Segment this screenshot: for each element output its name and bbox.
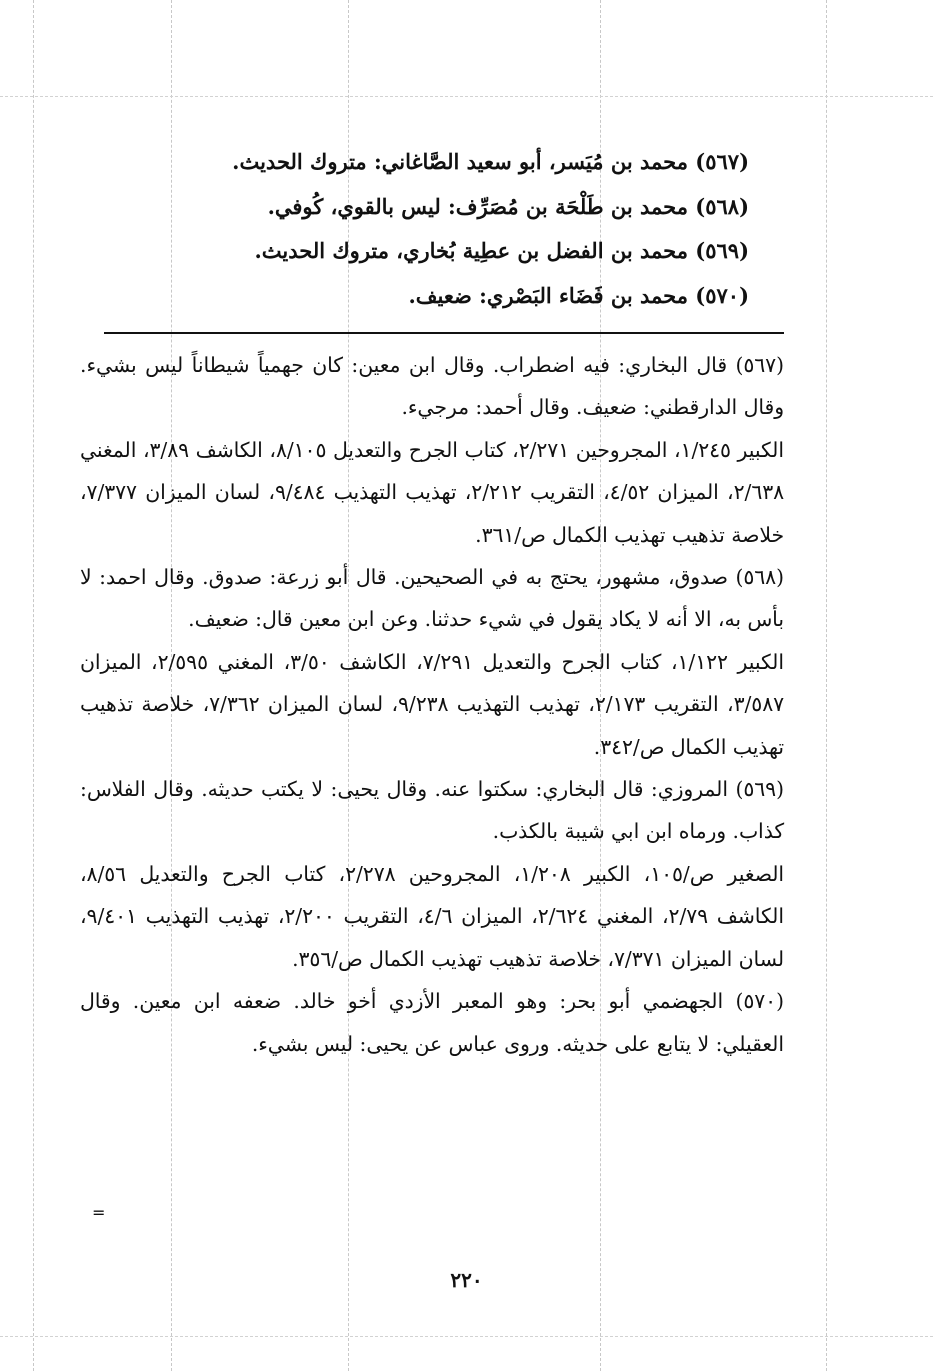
entry-570: (٥٧٠) محمد بن فَضَاء البَصْري: ضعيف. [408,282,749,308]
grid-line [0,96,933,97]
continuation-mark: = [92,1203,106,1222]
grid-line [33,0,34,1371]
narrator-entries [80,140,784,318]
book-page [80,140,784,1065]
footnote-569-sources: الصغير ص/١٠٥، الكبير ١/٢٠٨، المجروحين ٢/٢٧٨، كتاب الجرح والتعديل ٨/٥٦، الكاشف ٢/٧٩، المغني ٢/٦٢٤، الميزان ٤/٦، التقريب ٢/٢٠٠، تهذيب التهذيب ٩/٤٠١، لسان الميزان ٧/٣٧١، خلاصة تذهيب تهذيب الكمال ص/٣٥٦. [80,861,785,971]
page-number: ٢٢٠ [450,1268,483,1292]
grid-line [826,0,827,1371]
footnote-568: (٥٦٨) صدوق، مشهور، يحتج به في الصحيحين. قال أبو زرعة: صدوق. وقال احمد: لا بأس به، الا أنه لا يكاد يقول في شيء حدثنا. وعن ابن معين قال: ضعيف. [80,565,784,632]
footnote-separator [104,332,784,334]
footnote-569: (٥٦٩) المروزي: قال البخاري: سكتوا عنه. وقال يحيى: لا يكتب حديثه. وقال الفلاس: كذاب. ورماه ابن ابي شيبة بالكذب. [80,777,784,844]
entry-569: (٥٦٩) محمد بن الفضل بن عطِية بُخاري، متروك الحديث. [254,238,749,263]
footnote-567-sources: الكبير ١/٢٤٥، المجروحين ٢/٢٧١، كتاب الجرح والتعديل ٨/١٠٥، الكاشف ٣/٨٩، المغني ٢/٦٣٨، الميزان ٤/٥٢، التقريب ٢/٢١٢، تهذيب التهذيب ٩/٤٨٤، لسان الميزان ٧/٣٧٧، خلاصة تذهيب تهذيب الكمال ص/٣٦١. [80,437,784,547]
entry-568: (٥٦٨) محمد بن طَلْحَة بن مُصَرِّف: ليس بالقوي، كُوفي. [267,193,749,219]
entry-567: (٥٦٧) محمد بن مُيَسر، أبو سعيد الصَّاغاني: متروك الحديث. [232,149,749,174]
footnote-568-sources: الكبير ١/١٢٢، كتاب الجرح والتعديل ٧/٢٩١، الكاشف ٣/٥٠، المغني ٢/٥٩٥، الميزان ٣/٥٨٧، التقريب ٢/١٧٣، تهذيب التهذيب ٩/٢٣٨، لسان الميزان ٧/٣٦٢، خلاصة تذهيب تهذيب الكمال ص/٣٤٢. [80,649,784,759]
grid-line [0,1336,933,1337]
footnote-570: (٥٧٠) الجهضمي أبو بحر: وهو المعبر الأزدي أخو خالد. ضعفه ابن معين. وقال العقيلي: لا يتابع على حديثه. وروى عباس عن يحيى: ليس بشيء. [80,989,784,1056]
footnotes [80,344,784,1065]
footnote-567: (٥٦٧) قال البخاري: فيه اضطراب. وقال ابن معين: كان جهمياً شيطاناً ليس بشيء. وقال الدارقطني: ضعيف. وقال أحمد: مرجيء. [80,353,784,420]
